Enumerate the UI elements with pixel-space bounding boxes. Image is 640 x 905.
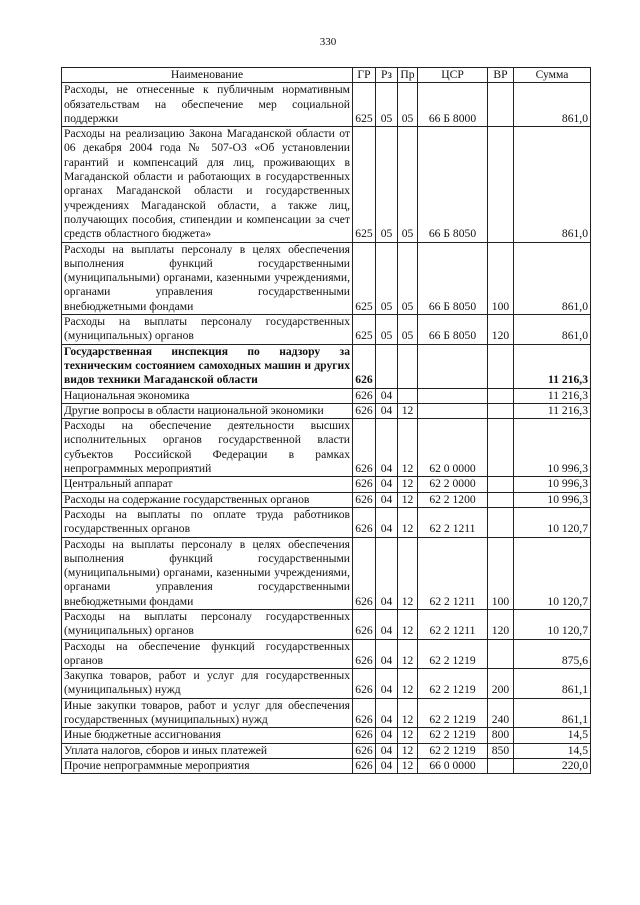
cell-csr (418, 388, 488, 403)
cell-gr: 625 (353, 242, 376, 314)
header-csr: ЦСР (418, 68, 488, 83)
cell-name: Расходы, не отнесенные к публичным нормативным обязательствам на обеспечение мер социальной поддержки (62, 83, 353, 127)
cell-gr: 626 (353, 537, 376, 609)
cell-gr: 626 (353, 669, 376, 699)
cell-name: Национальная экономика (62, 388, 353, 403)
cell-pr: 12 (398, 403, 418, 418)
table-row (62, 344, 591, 388)
cell-rz: 04 (376, 728, 398, 743)
cell-name: Прочие непрограммные мероприятия (62, 758, 353, 773)
cell-pr: 12 (398, 743, 418, 758)
cell-pr: 12 (398, 537, 418, 609)
cell-gr: 626 (353, 698, 376, 728)
cell-gr: 626 (353, 388, 376, 403)
table-row (62, 537, 591, 609)
cell-pr: 12 (398, 728, 418, 743)
cell-csr: 66 0 0000 (418, 758, 488, 773)
cell-rz: 05 (376, 83, 398, 127)
cell-name: Расходы на реализацию Закона Магаданской области от 06 декабря 2004 года № 507-ОЗ «Об установлении гарантий и компенсаций для лиц, проживающих в Магаданской области и работающих в государственных органах Магаданской области и государственных учреждениях Магаданской области, а также лиц, получающих пособия, стипендии и компенсации за счет средств областного бюджета» (62, 127, 353, 242)
cell-gr: 625 (353, 83, 376, 127)
cell-gr: 626 (353, 403, 376, 418)
cell-gr: 626 (353, 419, 376, 477)
cell-rz: 04 (376, 507, 398, 537)
cell-vr (488, 507, 514, 537)
cell-rz: 04 (376, 698, 398, 728)
table-row (62, 403, 591, 418)
cell-name: Государственная инспекция по надзору за техническим состоянием самоходных машин и других видов техники Магаданской области (62, 344, 353, 388)
cell-vr: 100 (488, 537, 514, 609)
cell-csr: 62 2 1219 (418, 639, 488, 669)
cell-rz: 05 (376, 242, 398, 314)
table-row (62, 639, 591, 669)
page-number: 330 (319, 36, 337, 48)
cell-sum: 861,1 (514, 698, 591, 728)
table-row (62, 388, 591, 403)
cell-sum: 10 120,7 (514, 537, 591, 609)
cell-vr: 240 (488, 698, 514, 728)
table-row (62, 242, 591, 314)
cell-csr: 62 2 1219 (418, 743, 488, 758)
cell-sum: 220,0 (514, 758, 591, 773)
cell-pr: 12 (398, 698, 418, 728)
table-row (62, 609, 591, 639)
cell-vr (488, 403, 514, 418)
cell-name: Уплата налогов, сборов и иных платежей (62, 743, 353, 758)
cell-name: Расходы на выплаты персоналу в целях обеспечения выполнения функций государственными (муниципальными) органами, казенными учреждениями, органами управления государственными внебюджетными фондами (62, 242, 353, 314)
cell-csr: 66 Б 8000 (418, 83, 488, 127)
cell-vr (488, 344, 514, 388)
cell-pr: 12 (398, 639, 418, 669)
cell-sum: 11 216,3 (514, 403, 591, 418)
header-gr: ГР (353, 68, 376, 83)
cell-vr: 800 (488, 728, 514, 743)
cell-rz: 04 (376, 477, 398, 492)
cell-vr: 200 (488, 669, 514, 699)
cell-rz: 04 (376, 419, 398, 477)
cell-vr: 100 (488, 242, 514, 314)
cell-gr: 626 (353, 492, 376, 507)
cell-rz: 04 (376, 388, 398, 403)
cell-vr: 120 (488, 609, 514, 639)
cell-gr: 626 (353, 477, 376, 492)
table-row (62, 507, 591, 537)
header-rz: Рз (376, 68, 398, 83)
cell-vr (488, 83, 514, 127)
cell-gr: 626 (353, 344, 376, 388)
cell-name: Другие вопросы в области национальной экономики (62, 403, 353, 418)
cell-vr: 120 (488, 315, 514, 345)
cell-sum: 14,5 (514, 728, 591, 743)
cell-rz: 04 (376, 537, 398, 609)
cell-rz: 04 (376, 609, 398, 639)
cell-rz: 05 (376, 127, 398, 242)
table-row (62, 698, 591, 728)
cell-csr: 66 Б 8050 (418, 315, 488, 345)
cell-gr: 626 (353, 728, 376, 743)
cell-pr (398, 344, 418, 388)
cell-gr: 626 (353, 507, 376, 537)
cell-gr: 626 (353, 609, 376, 639)
cell-pr: 12 (398, 419, 418, 477)
cell-vr (488, 127, 514, 242)
cell-vr (488, 492, 514, 507)
cell-vr (488, 639, 514, 669)
cell-pr: 05 (398, 315, 418, 345)
cell-vr (488, 477, 514, 492)
cell-gr: 625 (353, 315, 376, 345)
cell-sum: 10 996,3 (514, 477, 591, 492)
cell-name: Расходы на обеспечение деятельности высших исполнительных органов государственной власти субъектов Российской Федерации в рамках непрограммных мероприятий (62, 419, 353, 477)
cell-rz (376, 344, 398, 388)
cell-name: Расходы на обеспечение функций государственных органов (62, 639, 353, 669)
cell-pr: 12 (398, 477, 418, 492)
cell-vr (488, 419, 514, 477)
cell-csr: 62 2 1219 (418, 698, 488, 728)
cell-sum: 875,6 (514, 639, 591, 669)
cell-csr: 62 2 1211 (418, 507, 488, 537)
table-row (62, 477, 591, 492)
cell-name: Расходы на выплаты по оплате труда работников государственных органов (62, 507, 353, 537)
cell-sum: 10 120,7 (514, 507, 591, 537)
cell-gr: 626 (353, 639, 376, 669)
cell-sum: 11 216,3 (514, 344, 591, 388)
cell-csr: 62 0 0000 (418, 419, 488, 477)
table-row (62, 419, 591, 477)
cell-rz: 04 (376, 669, 398, 699)
cell-csr (418, 403, 488, 418)
cell-pr: 12 (398, 758, 418, 773)
header-pr: Пр (398, 68, 418, 83)
cell-rz: 04 (376, 758, 398, 773)
cell-pr: 12 (398, 492, 418, 507)
budget-table (61, 67, 591, 774)
cell-csr: 62 2 1211 (418, 609, 488, 639)
cell-sum: 861,1 (514, 669, 591, 699)
cell-csr: 62 2 1200 (418, 492, 488, 507)
cell-gr: 625 (353, 127, 376, 242)
cell-csr: 62 2 0000 (418, 477, 488, 492)
cell-rz: 04 (376, 743, 398, 758)
cell-name: Расходы на выплаты персоналу государственных (муниципальных) органов (62, 609, 353, 639)
cell-rz: 04 (376, 492, 398, 507)
cell-name: Расходы на содержание государственных органов (62, 492, 353, 507)
cell-sum: 861,0 (514, 83, 591, 127)
cell-csr: 66 Б 8050 (418, 127, 488, 242)
cell-pr: 05 (398, 242, 418, 314)
cell-csr: 62 2 1219 (418, 669, 488, 699)
cell-rz: 04 (376, 639, 398, 669)
cell-pr: 05 (398, 127, 418, 242)
cell-name: Иные закупки товаров, работ и услуг для обеспечения государственных (муниципальных) нужд (62, 698, 353, 728)
cell-pr: 05 (398, 83, 418, 127)
table-row (62, 758, 591, 773)
cell-name: Расходы на выплаты персоналу в целях обеспечения выполнения функций государственными (муниципальными) органами, казенными учреждениями, органами управления государственными внебюджетными фондами (62, 537, 353, 609)
table-row (62, 669, 591, 699)
cell-name: Центральный аппарат (62, 477, 353, 492)
cell-vr: 850 (488, 743, 514, 758)
cell-sum: 10 996,3 (514, 492, 591, 507)
cell-rz: 04 (376, 403, 398, 418)
header-vr: ВР (488, 68, 514, 83)
cell-sum: 11 216,3 (514, 388, 591, 403)
cell-pr: 12 (398, 507, 418, 537)
cell-sum: 10 120,7 (514, 609, 591, 639)
cell-pr: 12 (398, 669, 418, 699)
cell-name: Закупка товаров, работ и услуг для государственных (муниципальных) нужд (62, 669, 353, 699)
header-sum: Сумма (514, 68, 591, 83)
cell-csr: 62 2 1219 (418, 728, 488, 743)
table-row (62, 728, 591, 743)
table-row (62, 315, 591, 345)
cell-name: Расходы на выплаты персоналу государственных (муниципальных) органов (62, 315, 353, 345)
table-row (62, 127, 591, 242)
cell-sum: 861,0 (514, 127, 591, 242)
cell-gr: 626 (353, 743, 376, 758)
cell-sum: 10 996,3 (514, 419, 591, 477)
cell-csr: 66 Б 8050 (418, 242, 488, 314)
header-name: Наименование (62, 68, 353, 83)
cell-sum: 861,0 (514, 242, 591, 314)
table-row (62, 492, 591, 507)
cell-pr (398, 388, 418, 403)
cell-rz: 05 (376, 315, 398, 345)
cell-csr (418, 344, 488, 388)
cell-csr: 62 2 1211 (418, 537, 488, 609)
table-row (62, 743, 591, 758)
cell-gr: 626 (353, 758, 376, 773)
table-header-row (62, 68, 591, 83)
cell-pr: 12 (398, 609, 418, 639)
table-row (62, 83, 591, 127)
cell-sum: 14,5 (514, 743, 591, 758)
cell-sum: 861,0 (514, 315, 591, 345)
cell-name: Иные бюджетные ассигнования (62, 728, 353, 743)
cell-vr (488, 758, 514, 773)
cell-vr (488, 388, 514, 403)
